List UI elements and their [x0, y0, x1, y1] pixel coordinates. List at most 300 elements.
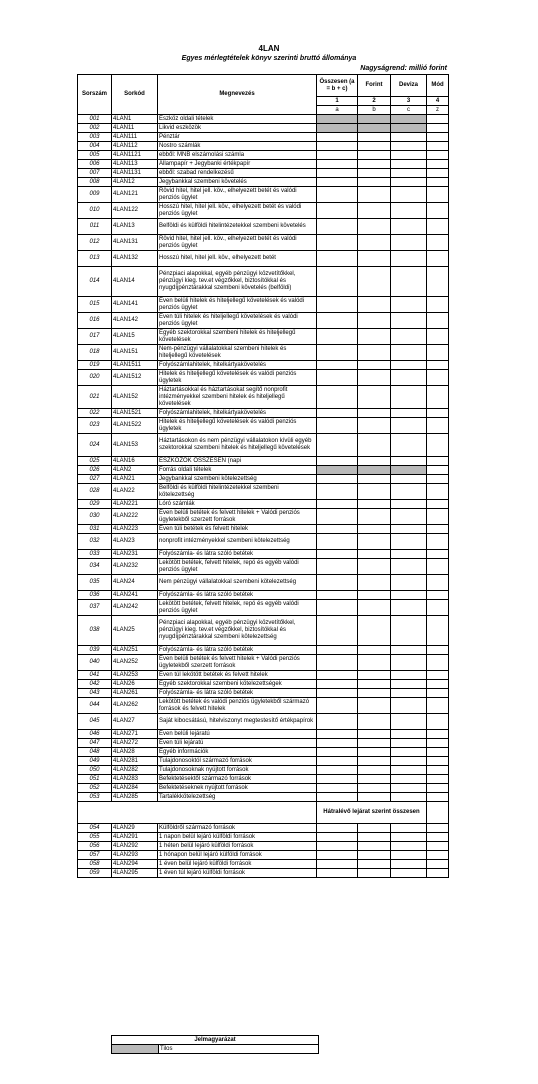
- value-input-cell[interactable]: [358, 178, 391, 187]
- row-number: 008: [78, 178, 112, 187]
- value-input-cell[interactable]: [391, 151, 427, 160]
- value-input-cell[interactable]: [317, 689, 358, 698]
- row-code: 4LAN1512: [112, 370, 158, 386]
- value-input-cell[interactable]: [427, 484, 449, 500]
- value-input-cell[interactable]: [317, 297, 358, 313]
- value-input-cell[interactable]: [358, 600, 391, 616]
- value-input-cell[interactable]: [358, 550, 391, 559]
- value-input-cell[interactable]: [391, 345, 427, 361]
- value-input-cell[interactable]: [391, 219, 427, 235]
- value-input-cell[interactable]: [427, 115, 449, 124]
- row-code: 4LAN221: [112, 500, 158, 509]
- value-input-cell[interactable]: [317, 671, 358, 680]
- value-input-cell[interactable]: [317, 133, 358, 142]
- row-label: Lóró számlák: [158, 500, 317, 509]
- value-input-cell[interactable]: [358, 142, 391, 151]
- value-input-cell[interactable]: [317, 559, 358, 575]
- value-input-cell[interactable]: [358, 370, 391, 386]
- value-input-cell[interactable]: [427, 466, 449, 475]
- value-input-cell[interactable]: [427, 550, 449, 559]
- value-input-cell[interactable]: [317, 142, 358, 151]
- value-input-cell[interactable]: [391, 851, 427, 860]
- value-input-cell[interactable]: [317, 680, 358, 689]
- value-input-cell[interactable]: [358, 133, 391, 142]
- value-input-cell[interactable]: [358, 361, 391, 370]
- value-input-cell[interactable]: [427, 361, 449, 370]
- forbidden-cell: [358, 124, 391, 133]
- value-input-cell[interactable]: [358, 187, 391, 203]
- row-code: 4LAN14: [112, 267, 158, 297]
- value-input-cell[interactable]: [427, 297, 449, 313]
- value-input-cell[interactable]: [317, 509, 358, 525]
- value-input-cell[interactable]: [391, 689, 427, 698]
- value-input-cell[interactable]: [358, 851, 391, 860]
- value-input-cell[interactable]: [427, 833, 449, 842]
- row-number: 058: [78, 860, 112, 869]
- value-input-cell[interactable]: [427, 698, 449, 714]
- value-input-cell[interactable]: [427, 313, 449, 329]
- value-input-cell[interactable]: [317, 860, 358, 869]
- value-input-cell[interactable]: [391, 370, 427, 386]
- row-code: 4LAN261: [112, 689, 158, 698]
- value-input-cell[interactable]: [427, 434, 449, 457]
- value-input-cell[interactable]: [391, 775, 427, 784]
- value-input-cell[interactable]: [358, 591, 391, 600]
- value-input-cell[interactable]: [391, 680, 427, 689]
- row-number: 047: [78, 739, 112, 748]
- value-input-cell[interactable]: [427, 860, 449, 869]
- value-input-cell[interactable]: [358, 616, 391, 646]
- value-input-cell[interactable]: [358, 689, 391, 698]
- value-input-cell[interactable]: [317, 187, 358, 203]
- table-body-foreign: [78, 824, 449, 878]
- value-input-cell[interactable]: [391, 869, 427, 878]
- value-input-cell[interactable]: [317, 757, 358, 766]
- value-input-cell[interactable]: [391, 671, 427, 680]
- value-input-cell[interactable]: [317, 534, 358, 550]
- row-label: Egyéb szektorokkal szembeni kötelezettségek: [158, 680, 317, 689]
- value-input-cell[interactable]: [427, 559, 449, 575]
- table-row: [78, 775, 449, 784]
- value-input-cell[interactable]: [427, 386, 449, 409]
- value-input-cell[interactable]: [358, 169, 391, 178]
- value-input-cell[interactable]: [317, 251, 358, 267]
- row-number: 048: [78, 748, 112, 757]
- value-input-cell[interactable]: [391, 434, 427, 457]
- row-code: 4LAN292: [112, 842, 158, 851]
- row-label: Belföldi és külföldi hitelintézetekkel szembeni követelés: [158, 219, 317, 235]
- value-input-cell[interactable]: [427, 842, 449, 851]
- value-input-cell[interactable]: [317, 851, 358, 860]
- row-number: 027: [78, 475, 112, 484]
- value-input-cell[interactable]: [427, 680, 449, 689]
- value-input-cell[interactable]: [391, 418, 427, 434]
- value-input-cell[interactable]: [358, 730, 391, 739]
- table-row: [78, 219, 449, 235]
- value-input-cell[interactable]: [391, 169, 427, 178]
- value-input-cell[interactable]: [427, 784, 449, 793]
- row-label: Folyószámla- és látra szóló betétek: [158, 689, 317, 698]
- row-label: Egyéb szektorokkal szembeni hitelek és hiteljellegű követelések: [158, 329, 317, 345]
- value-input-cell[interactable]: [391, 698, 427, 714]
- row-label: Éven túli hitelek és hiteljellegű követelések és valódi penziós ügylet: [158, 313, 317, 329]
- value-input-cell[interactable]: [317, 235, 358, 251]
- value-input-cell[interactable]: [427, 203, 449, 219]
- value-input-cell[interactable]: [358, 509, 391, 525]
- value-input-cell[interactable]: [427, 124, 449, 133]
- value-input-cell[interactable]: [317, 714, 358, 730]
- value-input-cell[interactable]: [391, 475, 427, 484]
- value-input-cell[interactable]: [317, 842, 358, 851]
- value-input-cell[interactable]: [317, 833, 358, 842]
- value-input-cell[interactable]: [427, 534, 449, 550]
- value-input-cell[interactable]: [358, 329, 391, 345]
- value-input-cell[interactable]: [427, 329, 449, 345]
- row-code: 4LAN112: [112, 142, 158, 151]
- value-input-cell[interactable]: [317, 616, 358, 646]
- row-number: 038: [78, 616, 112, 646]
- value-input-cell[interactable]: [317, 178, 358, 187]
- value-input-cell[interactable]: [358, 525, 391, 534]
- value-input-cell[interactable]: [358, 313, 391, 329]
- value-input-cell[interactable]: [427, 169, 449, 178]
- value-input-cell[interactable]: [427, 475, 449, 484]
- value-input-cell[interactable]: [358, 748, 391, 757]
- value-input-cell[interactable]: [427, 646, 449, 655]
- value-input-cell[interactable]: [391, 361, 427, 370]
- value-input-cell[interactable]: [391, 525, 427, 534]
- value-input-cell[interactable]: [317, 475, 358, 484]
- value-input-cell[interactable]: [391, 842, 427, 851]
- value-input-cell[interactable]: [391, 297, 427, 313]
- value-input-cell[interactable]: [391, 235, 427, 251]
- value-input-cell[interactable]: [427, 714, 449, 730]
- value-input-cell[interactable]: [358, 739, 391, 748]
- value-input-cell[interactable]: [317, 457, 358, 466]
- value-input-cell[interactable]: [317, 766, 358, 775]
- value-input-cell[interactable]: [317, 591, 358, 600]
- value-input-cell[interactable]: [427, 267, 449, 297]
- value-input-cell[interactable]: [358, 409, 391, 418]
- value-input-cell[interactable]: [391, 500, 427, 509]
- value-input-cell[interactable]: [391, 757, 427, 766]
- value-input-cell[interactable]: [317, 267, 358, 297]
- row-number: 032: [78, 534, 112, 550]
- value-input-cell[interactable]: [427, 409, 449, 418]
- col-number: 4: [427, 97, 449, 106]
- value-input-cell[interactable]: [391, 484, 427, 500]
- value-input-cell[interactable]: [391, 559, 427, 575]
- value-input-cell[interactable]: [358, 766, 391, 775]
- value-input-cell[interactable]: [427, 748, 449, 757]
- value-input-cell[interactable]: [427, 509, 449, 525]
- value-input-cell[interactable]: [358, 251, 391, 267]
- value-input-cell[interactable]: [358, 434, 391, 457]
- value-input-cell[interactable]: [358, 345, 391, 361]
- value-input-cell[interactable]: [391, 313, 427, 329]
- table-row: [78, 784, 449, 793]
- value-input-cell[interactable]: [358, 655, 391, 671]
- value-input-cell[interactable]: [317, 345, 358, 361]
- value-input-cell[interactable]: [427, 219, 449, 235]
- value-input-cell[interactable]: [358, 671, 391, 680]
- value-input-cell[interactable]: [317, 600, 358, 616]
- value-input-cell[interactable]: [358, 500, 391, 509]
- table-row: [78, 757, 449, 766]
- value-input-cell[interactable]: [358, 151, 391, 160]
- value-input-cell[interactable]: [358, 484, 391, 500]
- value-input-cell[interactable]: [317, 434, 358, 457]
- value-input-cell[interactable]: [391, 833, 427, 842]
- value-input-cell[interactable]: [391, 203, 427, 219]
- value-input-cell[interactable]: [317, 525, 358, 534]
- row-label: Pénztár: [158, 133, 317, 142]
- table-row: [78, 386, 449, 409]
- value-input-cell[interactable]: [391, 575, 427, 591]
- row-code: 4LAN284: [112, 784, 158, 793]
- value-input-cell[interactable]: [358, 386, 391, 409]
- value-input-cell[interactable]: [317, 793, 358, 802]
- row-label: Hitelek és hiteljellegű követelések és valódi penziós ügyletek: [158, 418, 317, 434]
- value-input-cell[interactable]: [391, 534, 427, 550]
- value-input-cell[interactable]: [391, 655, 427, 671]
- value-input-cell[interactable]: [358, 784, 391, 793]
- row-label: Jegybankkal szembeni követelés: [158, 178, 317, 187]
- value-input-cell[interactable]: [358, 559, 391, 575]
- row-label: Állampapír + Jegybanki értékpapír: [158, 160, 317, 169]
- value-input-cell[interactable]: [358, 534, 391, 550]
- forbidden-cell: [391, 124, 427, 133]
- value-input-cell[interactable]: [427, 133, 449, 142]
- value-input-cell[interactable]: [427, 525, 449, 534]
- row-label: 1 héten belül lejáró külföldi források: [158, 842, 317, 851]
- value-input-cell[interactable]: [317, 646, 358, 655]
- value-input-cell[interactable]: [427, 345, 449, 361]
- value-input-cell[interactable]: [427, 869, 449, 878]
- row-code: 4LAN232: [112, 559, 158, 575]
- value-input-cell[interactable]: [358, 793, 391, 802]
- value-input-cell[interactable]: [317, 169, 358, 178]
- table-row: [78, 178, 449, 187]
- value-input-cell[interactable]: [317, 418, 358, 434]
- value-input-cell[interactable]: [427, 775, 449, 784]
- value-input-cell[interactable]: [391, 784, 427, 793]
- value-input-cell[interactable]: [427, 142, 449, 151]
- value-input-cell[interactable]: [391, 267, 427, 297]
- value-input-cell[interactable]: [391, 550, 427, 559]
- table-row: [78, 616, 449, 646]
- value-input-cell[interactable]: [358, 267, 391, 297]
- row-label: Belföldi és külföldi hitelintézetekkel szembeni kötelezettség: [158, 484, 317, 500]
- value-input-cell[interactable]: [427, 500, 449, 509]
- row-label: Lekötött betétek, felvett hitelek, repó és egyéb valódi penziós ügylet: [158, 559, 317, 575]
- row-number: 055: [78, 833, 112, 842]
- value-input-cell[interactable]: [358, 418, 391, 434]
- value-input-cell[interactable]: [317, 484, 358, 500]
- value-input-cell[interactable]: [317, 361, 358, 370]
- forbidden-cell: [358, 115, 391, 124]
- value-input-cell[interactable]: [391, 616, 427, 646]
- legend-swatch: [112, 1045, 159, 1054]
- value-input-cell[interactable]: [427, 671, 449, 680]
- value-input-cell[interactable]: [358, 757, 391, 766]
- value-input-cell[interactable]: [391, 766, 427, 775]
- value-input-cell[interactable]: [427, 655, 449, 671]
- value-input-cell[interactable]: [317, 386, 358, 409]
- value-input-cell[interactable]: [317, 739, 358, 748]
- table-row: [78, 591, 449, 600]
- remaining-maturity-section: [78, 802, 449, 824]
- value-input-cell[interactable]: [358, 646, 391, 655]
- value-input-cell[interactable]: [427, 160, 449, 169]
- value-input-cell[interactable]: [317, 748, 358, 757]
- value-input-cell[interactable]: [317, 160, 358, 169]
- value-input-cell[interactable]: [427, 793, 449, 802]
- value-input-cell[interactable]: [358, 160, 391, 169]
- row-label: Tartalékkötelezettség: [158, 793, 317, 802]
- value-input-cell[interactable]: [391, 793, 427, 802]
- value-input-cell[interactable]: [427, 151, 449, 160]
- value-input-cell[interactable]: [317, 784, 358, 793]
- value-input-cell[interactable]: [427, 235, 449, 251]
- value-input-cell[interactable]: [317, 219, 358, 235]
- forbidden-cell: [317, 124, 358, 133]
- value-input-cell[interactable]: [427, 689, 449, 698]
- value-input-cell[interactable]: [358, 203, 391, 219]
- row-label: Tulajdonosoknak nyújtott források: [158, 766, 317, 775]
- row-label: Éven túli betétek és felvett hitelek: [158, 525, 317, 534]
- value-input-cell[interactable]: [391, 591, 427, 600]
- value-input-cell[interactable]: [391, 730, 427, 739]
- value-input-cell[interactable]: [358, 235, 391, 251]
- value-input-cell[interactable]: [358, 575, 391, 591]
- value-input-cell[interactable]: [317, 698, 358, 714]
- value-input-cell[interactable]: [391, 142, 427, 151]
- value-input-cell[interactable]: [391, 600, 427, 616]
- row-number: 031: [78, 525, 112, 534]
- value-input-cell[interactable]: [317, 151, 358, 160]
- row-number: 026: [78, 466, 112, 475]
- value-input-cell[interactable]: [427, 251, 449, 267]
- value-input-cell[interactable]: [427, 600, 449, 616]
- value-input-cell[interactable]: [391, 824, 427, 833]
- row-number: 052: [78, 784, 112, 793]
- value-input-cell[interactable]: [391, 714, 427, 730]
- value-input-cell[interactable]: [427, 591, 449, 600]
- table-row: [78, 534, 449, 550]
- value-input-cell[interactable]: [391, 409, 427, 418]
- value-input-cell[interactable]: [427, 739, 449, 748]
- value-input-cell[interactable]: [427, 766, 449, 775]
- row-label: Pénzpiaci alapokkal, egyéb pénzügyi közvetítőkkel, pénzügyi kieg. tev.et végzőkkel, biztosítókkal és nyugdíjpénztárakkal szembeni kötelezettség: [158, 616, 317, 646]
- table-row: [78, 509, 449, 525]
- value-input-cell[interactable]: [317, 550, 358, 559]
- value-input-cell[interactable]: [391, 860, 427, 869]
- table-row: [78, 550, 449, 559]
- row-number: 046: [78, 730, 112, 739]
- value-input-cell[interactable]: [391, 457, 427, 466]
- value-input-cell[interactable]: [317, 329, 358, 345]
- value-input-cell[interactable]: [317, 575, 358, 591]
- value-input-cell[interactable]: [317, 775, 358, 784]
- value-input-cell[interactable]: [427, 457, 449, 466]
- table-row: [78, 833, 449, 842]
- value-input-cell[interactable]: [427, 824, 449, 833]
- value-input-cell[interactable]: [358, 869, 391, 878]
- value-input-cell[interactable]: [427, 187, 449, 203]
- value-input-cell[interactable]: [427, 757, 449, 766]
- row-number: 019: [78, 361, 112, 370]
- value-input-cell[interactable]: [317, 203, 358, 219]
- value-input-cell[interactable]: [358, 833, 391, 842]
- value-input-cell[interactable]: [317, 313, 358, 329]
- value-input-cell[interactable]: [317, 824, 358, 833]
- value-input-cell[interactable]: [391, 187, 427, 203]
- value-input-cell[interactable]: [317, 869, 358, 878]
- value-input-cell[interactable]: [427, 575, 449, 591]
- value-input-cell[interactable]: [391, 160, 427, 169]
- value-input-cell[interactable]: [391, 251, 427, 267]
- row-label: Folyószámla- és látra szóló betétek: [158, 550, 317, 559]
- row-label: Éven túli lejáratú: [158, 739, 317, 748]
- table-row: [78, 680, 449, 689]
- value-input-cell[interactable]: [358, 860, 391, 869]
- value-input-cell[interactable]: [317, 370, 358, 386]
- value-input-cell[interactable]: [358, 457, 391, 466]
- value-input-cell[interactable]: [317, 730, 358, 739]
- header-mod: Mód: [427, 75, 449, 97]
- table-row: [78, 525, 449, 534]
- value-input-cell[interactable]: [317, 409, 358, 418]
- row-number: 024: [78, 434, 112, 457]
- value-input-cell[interactable]: [358, 775, 391, 784]
- value-input-cell[interactable]: [391, 386, 427, 409]
- value-input-cell[interactable]: [358, 824, 391, 833]
- row-label: nonprofit intézményekkel szembeni kötelezettség: [158, 534, 317, 550]
- value-input-cell[interactable]: [427, 616, 449, 646]
- value-input-cell[interactable]: [427, 178, 449, 187]
- table-row: [78, 842, 449, 851]
- value-input-cell[interactable]: [427, 730, 449, 739]
- value-input-cell[interactable]: [391, 739, 427, 748]
- value-input-cell[interactable]: [391, 329, 427, 345]
- value-input-cell[interactable]: [358, 297, 391, 313]
- value-input-cell[interactable]: [358, 680, 391, 689]
- value-input-cell[interactable]: [427, 851, 449, 860]
- value-input-cell[interactable]: [391, 133, 427, 142]
- value-input-cell[interactable]: [358, 475, 391, 484]
- row-number: 015: [78, 297, 112, 313]
- value-input-cell[interactable]: [391, 646, 427, 655]
- header-osszesen: Összesen (a = b + c): [317, 75, 358, 97]
- value-input-cell[interactable]: [317, 655, 358, 671]
- row-label: Éven belüli betétek és felvett hitelek + Valódi penziós ügyletekből szerzett források: [158, 509, 317, 525]
- value-input-cell[interactable]: [358, 219, 391, 235]
- value-input-cell[interactable]: [317, 500, 358, 509]
- value-input-cell[interactable]: [358, 842, 391, 851]
- value-input-cell[interactable]: [391, 509, 427, 525]
- value-input-cell[interactable]: [358, 714, 391, 730]
- row-number: 012: [78, 235, 112, 251]
- value-input-cell[interactable]: [391, 178, 427, 187]
- value-input-cell[interactable]: [358, 698, 391, 714]
- table-row: [78, 748, 449, 757]
- value-input-cell[interactable]: [391, 748, 427, 757]
- value-input-cell[interactable]: [427, 418, 449, 434]
- value-input-cell[interactable]: [427, 370, 449, 386]
- table-row: [78, 187, 449, 203]
- row-label: Éven túl lekötött betétek és felvett hitelek: [158, 671, 317, 680]
